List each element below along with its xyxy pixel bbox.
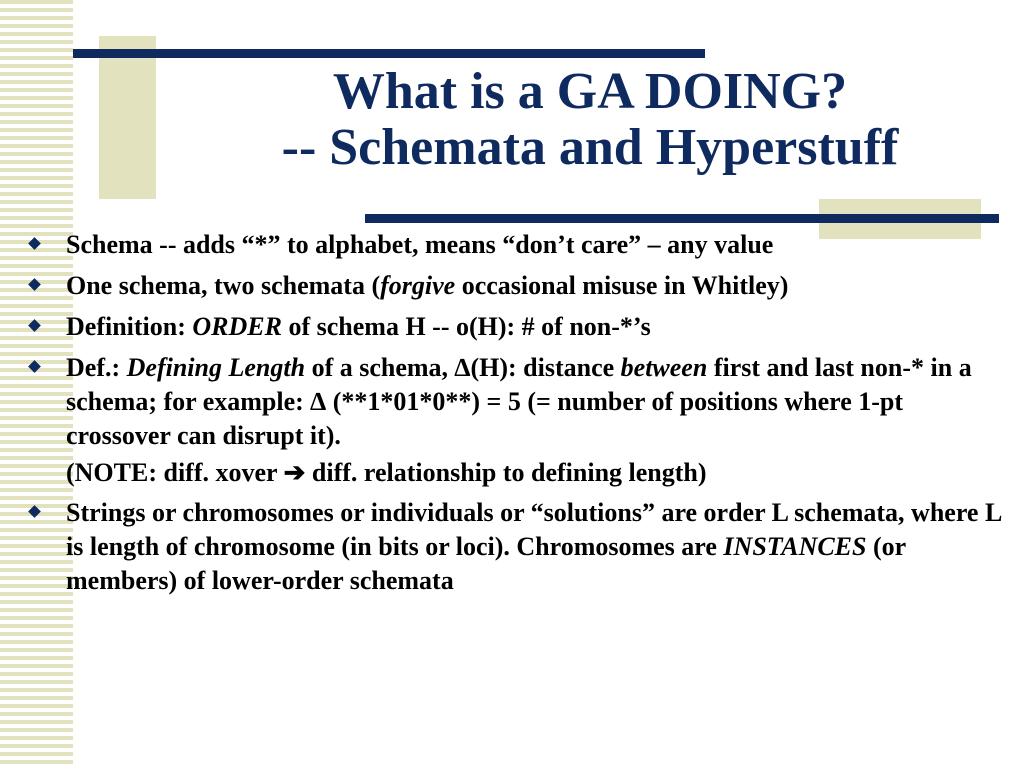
bullet-item-defining-length [30, 351, 1010, 453]
bullet-text: Schema -- adds “*” to alphabet, means “don’t care” – any value [66, 230, 774, 259]
bullet-text: of a schema, ∆(H): distance [305, 353, 621, 382]
bullet-text: Def.: [66, 353, 127, 382]
bullet-item-strings [30, 496, 1010, 598]
diamond-bullet-icon [28, 278, 41, 291]
note-line [30, 456, 1010, 490]
bullet-item-schema [30, 228, 1010, 262]
title-rule-top [73, 49, 705, 58]
right-arrow-icon: ➔ [283, 458, 306, 487]
slide-title [160, 64, 1020, 176]
diamond-bullet-icon [28, 360, 41, 373]
bullet-text: One schema, two schemata ( [66, 271, 381, 300]
note-text: (NOTE: diff. xover [66, 458, 284, 487]
bullet-emphasis: Defining Length [126, 353, 306, 382]
bullet-text: of schema H -- o(H): # of non-*’s [281, 312, 651, 341]
diamond-bullet-icon [28, 505, 41, 518]
bullet-list [30, 228, 1010, 605]
diamond-bullet-icon [28, 237, 41, 250]
bullet-emphasis: INSTANCES [723, 532, 867, 561]
slide-title-line-2: -- Schemata and Hyperstuff [281, 119, 899, 176]
bullet-emphasis: between [620, 353, 708, 382]
bullet-text: Definition: [66, 312, 193, 341]
title-rule-bottom [365, 214, 999, 223]
bullet-text: occasional misuse in Whitley) [455, 271, 789, 300]
bullet-emphasis: ORDER [192, 312, 282, 341]
bullet-text: (or members) of lower-order schemata [66, 532, 906, 595]
bullet-text: first and last non-* in a schema; for example: ∆ (**1*01*0**) = 5 (= number of positions where 1-pt crossover can disrupt it). [66, 353, 972, 450]
bullet-item-order [30, 310, 1010, 344]
note-text: diff. relationship to defining length) [305, 458, 707, 487]
bullet-emphasis: forgive [380, 271, 456, 300]
tan-accent-block-top [99, 36, 156, 199]
diamond-bullet-icon [28, 319, 41, 332]
bullet-item-schemata [30, 269, 1010, 303]
bullet-text: Strings or chromosomes or individuals or “solutions” are order L schemata, where L is length of chromosome (in bits or loci). Chromosomes are [66, 498, 1001, 561]
slide-title-line-1: What is a GA DOING? [332, 63, 848, 120]
